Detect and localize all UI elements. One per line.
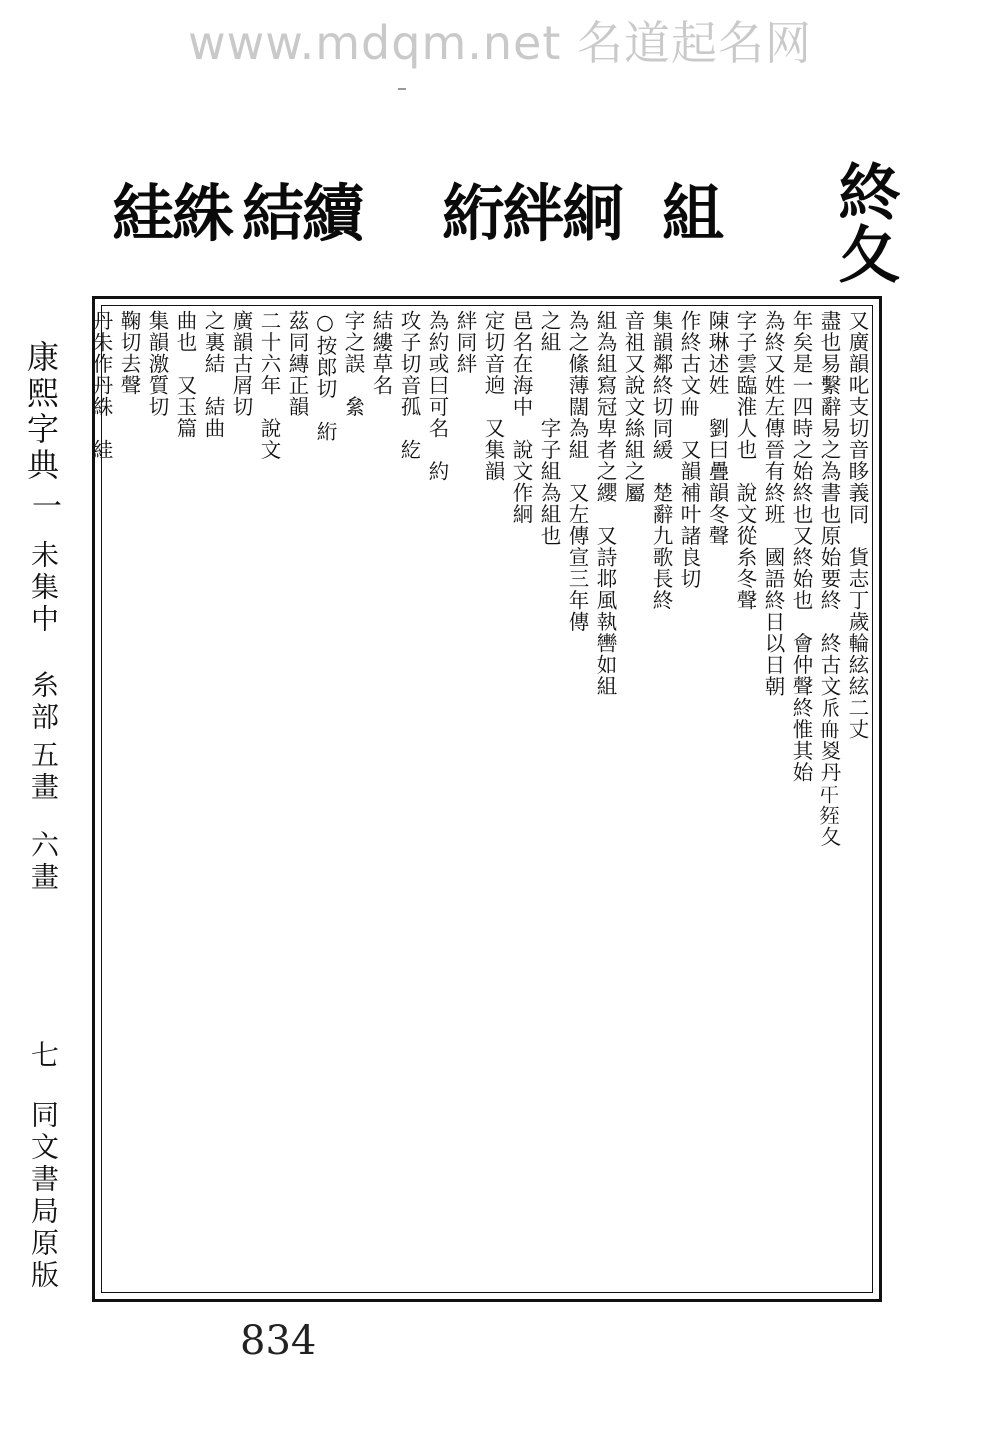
text-column: 曲也 又玉篇: [173, 310, 197, 439]
text-column: 定切音逈 又集韻: [481, 310, 505, 482]
text-column: 丹朱作丹絑 絓: [89, 310, 113, 461]
text-column: 盡也易繫辭易之為書也原始要終 終古文𠂢𠂨㚇丹𡕒𡖧夂: [817, 310, 841, 848]
seal-heading-row: [92, 160, 901, 290]
text-columns: [89, 310, 869, 1288]
text-column: 年矣是一四時之始終也又終始也 會仲聲終惟其始: [789, 310, 813, 783]
text-column: 為之絛薄闊為組 又左傳宣三年傳: [565, 310, 589, 633]
volume: 一: [26, 490, 61, 524]
text-column: 字子雲臨淮人也 說文從糸冬聲: [733, 310, 757, 611]
text-column: 邑名在海中 說文作絅: [509, 310, 533, 525]
stroke-count: 五畫: [27, 740, 60, 804]
text-column: 結縷草名: [369, 310, 393, 396]
publisher: 同文書局原版: [27, 1100, 60, 1292]
text-column: 為終又姓左傳晉有終班 國語終日以日朝: [761, 310, 785, 697]
text-column: 集韻激質切: [145, 310, 169, 418]
text-column: 絆同絆: [453, 310, 477, 375]
side-title-column: [16, 300, 86, 1300]
text-column: 組為組寫冠卑者之纓 又詩邶風執轡如組: [593, 310, 617, 697]
book-title: 康熙字典: [22, 340, 60, 484]
text-column: 茲同縳正韻: [285, 310, 309, 418]
page-marker: 七: [27, 1040, 60, 1072]
radical: 糸部: [27, 670, 60, 734]
seal-char-jiong: 絎絆絅: [442, 177, 623, 250]
seal-char-zhong: 終夂: [828, 160, 901, 284]
text-column: 攻子切音孤 紇: [397, 310, 421, 461]
seal-char-zu: 組: [662, 177, 723, 250]
watermark: www.mdqm.net 名道起名网: [187, 16, 813, 70]
seal-char-zhu: 絓絑: [112, 177, 233, 250]
text-column: 集韻鄰終切同緩 楚辭九歌長終: [649, 310, 673, 611]
text-column: 之裏結 結曲: [201, 310, 225, 439]
text-column: 廣韻古屑切: [229, 310, 253, 418]
section: 未集中: [27, 540, 60, 636]
text-column: 又廣韻叱支切音眵義同 貨志丁歲輪絃絃二丈: [845, 310, 869, 740]
text-column: 鞠切去聲: [117, 310, 141, 396]
text-column: 作終古文𠂨 又韻補叶諸良切: [677, 310, 701, 590]
text-column: 字之誤 絫: [341, 310, 365, 418]
text-column: 之組 字子組為組也: [537, 310, 561, 547]
stroke-count-2: 六畫: [27, 830, 60, 894]
text-frame-inner: [89, 305, 873, 1293]
divider: [398, 88, 406, 90]
text-column: ○按郎切 絎: [313, 310, 337, 443]
text-column: 為約或曰可名 約: [425, 310, 449, 482]
text-column: 陳琳述姓 劉曰疊韻冬聲: [705, 310, 729, 547]
seal-char-jie: 結續: [242, 177, 363, 250]
text-column: 二十六年 說文: [257, 310, 281, 461]
text-frame: [89, 296, 882, 1302]
text-column: 音祖又說文絲組之屬: [621, 310, 645, 504]
page-number: 834: [240, 1318, 317, 1364]
